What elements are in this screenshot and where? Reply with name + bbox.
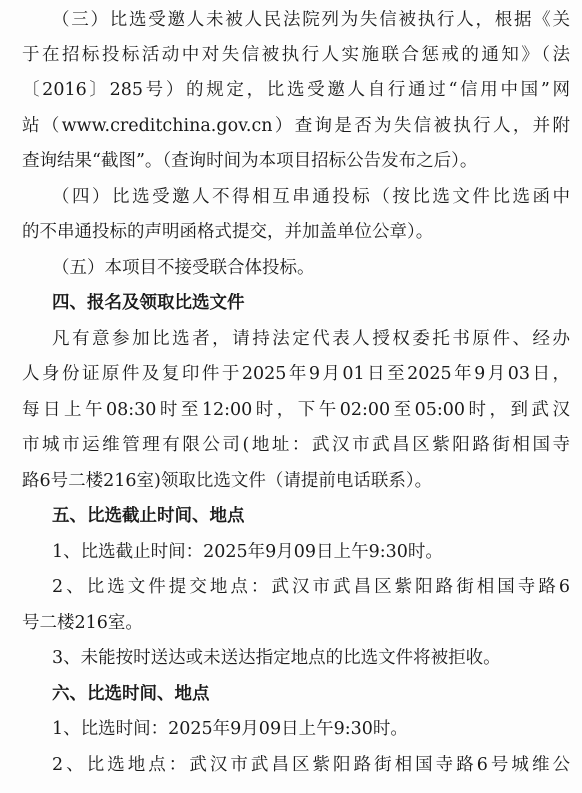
paragraph-line: 2、比选地点：武汉市武昌区紫阳路街相国寺路6号城维公 bbox=[52, 755, 570, 775]
paragraph-line: 1、比选截止时间：2025年9月09日上午9:30时。 bbox=[52, 542, 443, 562]
paragraph-line: 2、比选文件提交地点：武汉市武昌区紫阳路街相国寺路6 bbox=[52, 577, 570, 597]
paragraph-line: 3、未能按时送达或未送达指定地点的比选文件将被拒收。 bbox=[52, 648, 501, 668]
paragraph-line: 号二楼216室。 bbox=[22, 613, 143, 633]
paragraph-line: 的不串通投标的声明函格式提交，并加盖单位公章）。 bbox=[22, 222, 434, 242]
paragraph-line: 〔2016〕285号）的规定，比选受邀人自行通过“信用中国”网 bbox=[22, 80, 570, 100]
paragraph-line: 每日上午08:30时至12:00时，下午02:00至05:00时，到武汉 bbox=[22, 400, 570, 420]
section-heading: 五、比选截止时间、地点 bbox=[52, 506, 245, 526]
paragraph-line: 路6号二楼216室)领取比选文件（请提前电话联系）。 bbox=[22, 471, 433, 491]
paragraph-line: （三）比选受邀人未被人民法院列为失信被执行人，根据《关 bbox=[52, 10, 570, 30]
paragraph-line: 1、比选时间：2025年9月09日上午9:30时。 bbox=[52, 719, 408, 739]
paragraph-line: （五）本项目不接受联合体投标。 bbox=[52, 258, 315, 278]
paragraph-line: 于在招标投标活动中对失信被执行人实施联合惩戒的通知》（法 bbox=[22, 45, 570, 65]
section-heading: 四、报名及领取比选文件 bbox=[52, 293, 245, 313]
paragraph-line: 凡有意参加比选者，请持法定代表人授权委托书原件、经办 bbox=[52, 329, 570, 349]
section-heading: 六、比选时间、地点 bbox=[52, 684, 210, 704]
paragraph-line: 市城市运维管理有限公司(地址：武汉市武昌区紫阳路街相国寺 bbox=[22, 435, 570, 455]
paragraph-line: 人身份证原件及复印件于2025年9月01日至2025年9月03日， bbox=[22, 364, 570, 384]
paragraph-line: 查询结果“截图”。（查询时间为本项目招标公告发布之后）。 bbox=[22, 151, 478, 171]
paragraph-line: （四）比选受邀人不得相互串通投标（按比选文件比选函中 bbox=[52, 187, 570, 207]
paragraph-line: 站（www.creditchina.gov.cn）查询是否为失信被执行人，并附 bbox=[22, 116, 570, 136]
